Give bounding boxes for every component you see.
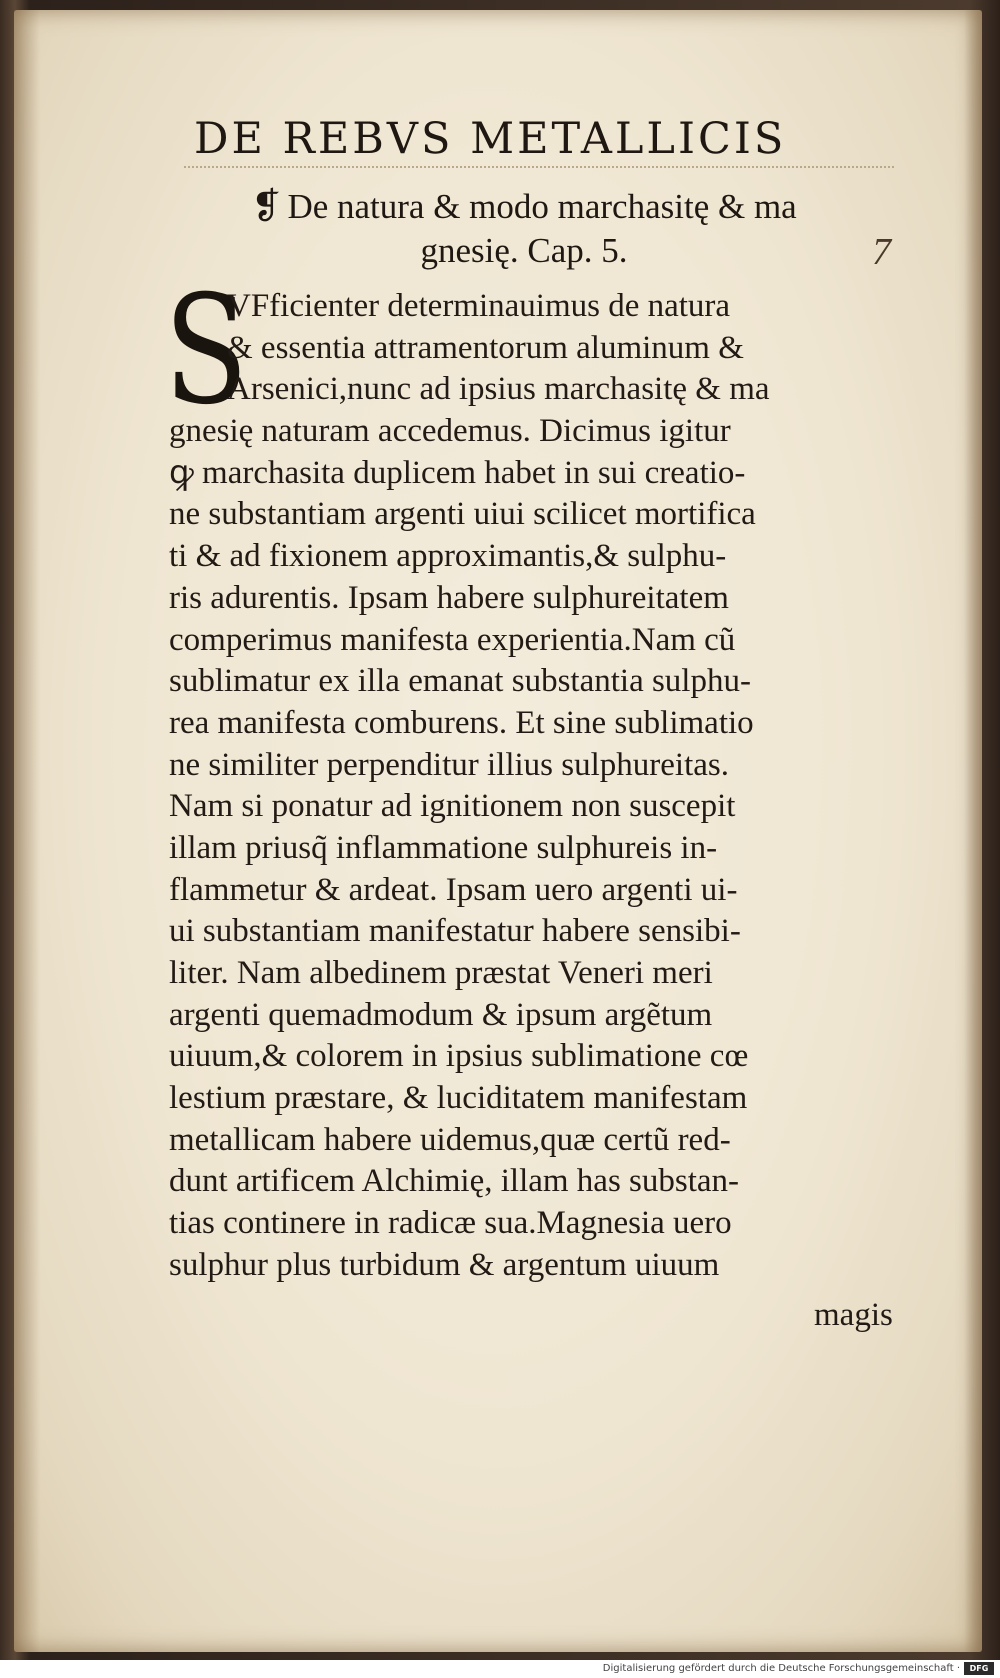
text-line: illam priusq̃ inflammatione sulphureis in-: [169, 829, 718, 866]
folio-mark: 7: [872, 231, 891, 273]
catchword: magis: [814, 1297, 893, 1333]
text-line: ne similiter perpenditur illius sulphureitas.: [169, 746, 729, 783]
text-line: Nam si ponatur ad ignitionem non suscepit: [169, 788, 736, 825]
book-page: [14, 10, 982, 1652]
text-line: metallicam habere uidemus,quæ certũ red-: [169, 1121, 731, 1158]
text-line: sublimatur ex illa emanat substantia sulphu-: [169, 663, 751, 700]
text-line: ui substantiam manifestatur habere sensibi-: [169, 913, 741, 950]
pilcrow-icon: ❡: [251, 186, 282, 226]
drop-initial: S: [164, 264, 249, 438]
text-line: gnesię naturam accedemus. Dicimus igitur: [169, 413, 731, 450]
text-line: tias continere in radicæ sua.Magnesia uero: [169, 1205, 732, 1242]
text-line: ne substantiam argenti uiui scilicet mortifica: [169, 496, 756, 533]
text-line: lestium præstare, & luciditatem manifestam: [169, 1080, 748, 1117]
body-text: [169, 286, 904, 1287]
text-line: rea manifesta comburens. Et sine sublimatio: [169, 704, 754, 741]
text-line: comperimus manifesta experientia.Nam cũ: [169, 621, 736, 658]
text-line: uiuum,& colorem in ipsius sublimatione cœ: [169, 1038, 749, 1075]
chapter-heading-text-1: De natura & modo marchasitę & ma: [287, 187, 797, 226]
text-line: ris adurentis. Ipsam habere sulphureitatem: [169, 579, 729, 616]
chapter-heading: [164, 184, 884, 273]
text-line: sulphur plus turbidum & argentum uiuum: [169, 1246, 720, 1283]
text-line: ꝙ marchasita duplicem habet in sui creatio-: [169, 454, 746, 491]
text-line: & essentia attramentorum aluminum &: [227, 329, 744, 366]
text-line: dunt artificem Alchimię, illam has substan-: [169, 1163, 740, 1200]
running-head: DE REBVS METALLICIS: [194, 114, 787, 164]
text-line: argenti quemadmodum & ipsum argẽtum: [169, 996, 713, 1033]
text-line: liter. Nam albedinem præstat Veneri meri: [169, 955, 713, 991]
text-line: flammetur & ardeat. Ipsam uero argenti ui-: [169, 871, 738, 908]
text-line: VFficienter determinauimus de natura: [227, 288, 731, 324]
footer-credit: Digitalisierung gefördert durch die Deutsche Forschungsgemeinschaft ·: [602, 1663, 960, 1674]
text-line: ti & ad fixionem approximantis,& sulphu-: [169, 538, 727, 575]
footer-bar: [0, 1660, 1000, 1678]
chapter-heading-line-1: [164, 184, 884, 229]
dfg-logo: DFG: [964, 1662, 994, 1675]
text-line: Arsenici,nunc ad ipsius marchasitę & ma: [227, 371, 770, 408]
chapter-heading-line-2: gnesię. Cap. 5.: [420, 231, 628, 270]
head-rule: [184, 166, 894, 168]
